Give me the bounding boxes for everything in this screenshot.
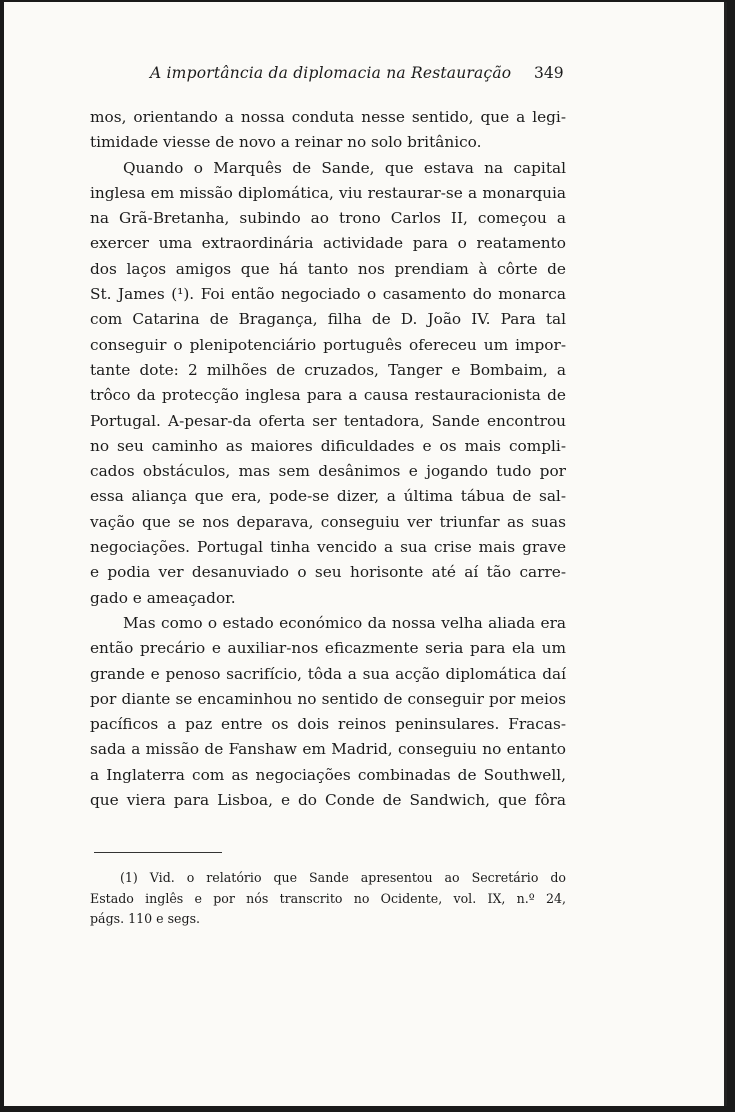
text-line: cados obstáculos, mas sem desânimos e jogando tudo por	[90, 462, 566, 481]
paragraph-start-line: Quando o Marquês de Sande, que estava na capital	[123, 158, 566, 177]
text-line: conseguir o plenipotenciário português ofereceu um impor-	[90, 335, 566, 354]
text-line: pacíficos a paz entre os dois reinos peninsulares. Fracas-	[90, 715, 566, 734]
running-title: A importância da diplomacia na Restauração	[150, 64, 512, 82]
footnote-line: págs. 110 e segs.	[90, 911, 201, 926]
text-line: trôco da protecção inglesa para a causa restauracionista de	[90, 386, 566, 405]
page-number: 349	[534, 64, 564, 82]
text-line: timidade viesse de novo a reinar no solo britânico.	[90, 133, 482, 152]
text-line: gado e ameaçador.	[90, 588, 236, 607]
text-line: tante dote: 2 milhões de cruzados, Tanger e Bombaim, a	[90, 360, 566, 379]
footnotes	[90, 868, 566, 930]
text-line: inglesa em missão diplomática, viu restaurar-se a monarquia	[90, 183, 566, 202]
text-line: negociações. Portugal tinha vencido a sua crise mais grave	[90, 538, 566, 557]
text-line: mos, orientando a nossa conduta nesse sentido, que a legi-	[90, 108, 566, 126]
body-text	[90, 105, 566, 813]
text-line: na Grã-Bretanha, subindo ao trono Carlos II, começou a	[90, 209, 566, 228]
footnote-line: Estado inglês e por nós transcrito no Ocidente, vol. IX, n.º 24,	[90, 890, 566, 906]
text-line: exercer uma extraordinária actividade para o reatamento	[90, 234, 566, 253]
footnote-line: (1) Vid. o relatório que Sande apresentou ao Secretário do	[120, 870, 566, 885]
text-line: no seu caminho as maiores dificuldades e os mais compli-	[90, 436, 566, 455]
text-line: a Inglaterra com as negociações combinadas de Southwell,	[90, 765, 566, 784]
text-line: vação que se nos deparava, conseguiu ver triunfar as suas	[90, 512, 566, 531]
text-line: Portugal. A-pesar-da oferta ser tentadora, Sande encontrou	[90, 411, 566, 430]
book-page	[4, 2, 727, 1106]
text-line: grande e penoso sacrifício, tôda a sua acção diplomática daí	[90, 664, 566, 683]
text-line: que viera para Lisboa, e do Conde de Sandwich, que fôra	[90, 791, 566, 810]
text-line: sada a missão de Fanshaw em Madrid, conseguiu no entanto	[90, 740, 566, 759]
text-line: St. James (¹). Foi então negociado o casamento do monarca	[90, 285, 566, 304]
paragraph-start-line: Mas como o estado económico da nossa velha aliada era	[123, 613, 566, 632]
text-line: então precário e auxiliar-nos eficazmente seria para ela um	[90, 639, 566, 658]
text-line: dos laços amigos que há tanto nos prendiam à côrte de	[90, 259, 566, 278]
running-head	[4, 64, 724, 88]
text-line: por diante se encaminhou no sentido de conseguir por meios	[90, 689, 566, 708]
text-line: essa aliança que era, pode-se dizer, a última tábua de sal-	[90, 487, 566, 506]
footnote-divider	[94, 852, 222, 853]
text-line: e podia ver desanuviado o seu horisonte até aí tão carre-	[90, 563, 566, 582]
text-line: com Catarina de Bragança, filha de D. João IV. Para tal	[90, 310, 566, 329]
